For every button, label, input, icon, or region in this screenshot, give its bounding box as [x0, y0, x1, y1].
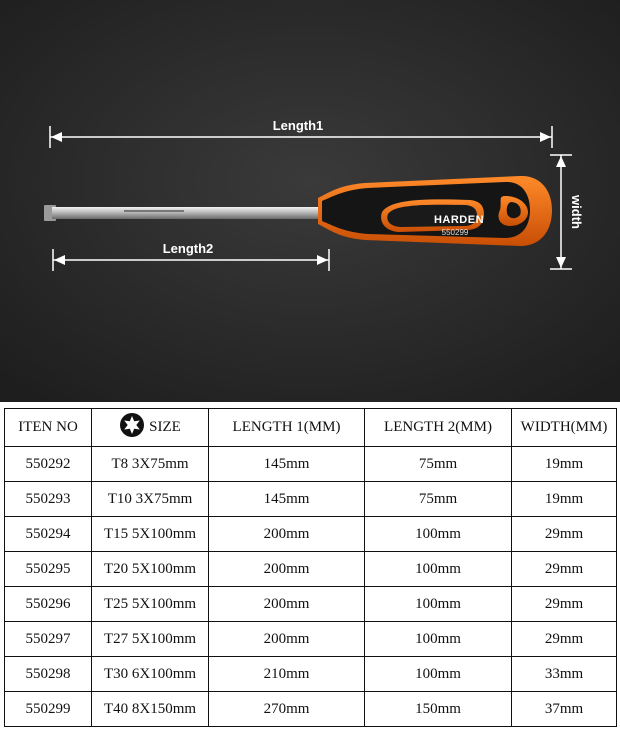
- table-row: [5, 552, 617, 587]
- table-row: [5, 517, 617, 552]
- header-item-no: ITEN NO: [5, 409, 92, 447]
- cell-length2: 100mm: [365, 622, 512, 657]
- cell-width: 29mm: [512, 622, 617, 657]
- handle-model-number: 550299: [441, 228, 469, 237]
- cell-item: 550299: [5, 692, 92, 727]
- cell-length2: 100mm: [365, 587, 512, 622]
- brand-logo: HARDEN: [433, 214, 485, 226]
- cell-item: 550297: [5, 622, 92, 657]
- cell-size: T20 5X100mm: [92, 552, 209, 587]
- screwdriver-shaft: [44, 205, 332, 221]
- width-label: width: [569, 195, 584, 229]
- cell-length1: 210mm: [209, 657, 365, 692]
- cell-width: 37mm: [512, 692, 617, 727]
- length1-label: Length1: [272, 118, 324, 133]
- header-length2: LENGTH 2(MM): [365, 409, 512, 447]
- cell-length2: 75mm: [365, 482, 512, 517]
- cell-size: T10 3X75mm: [92, 482, 209, 517]
- cell-size: T15 5X100mm: [92, 517, 209, 552]
- screwdriver-handle: [318, 176, 552, 246]
- cell-item: 550296: [5, 587, 92, 622]
- table-row: [5, 692, 617, 727]
- table-header-row: [5, 409, 617, 447]
- cell-length1: 200mm: [209, 517, 365, 552]
- cell-length1: 270mm: [209, 692, 365, 727]
- torx-star-icon: [119, 412, 145, 443]
- header-size: [92, 409, 209, 447]
- cell-length2: 150mm: [365, 692, 512, 727]
- header-length1: LENGTH 1(MM): [209, 409, 365, 447]
- cell-width: 29mm: [512, 517, 617, 552]
- cell-width: 33mm: [512, 657, 617, 692]
- table-row: [5, 447, 617, 482]
- cell-length1: 200mm: [209, 552, 365, 587]
- cell-length2: 100mm: [365, 552, 512, 587]
- cell-width: 19mm: [512, 482, 617, 517]
- length2-label: Length2: [162, 241, 214, 256]
- table-row: [5, 622, 617, 657]
- cell-item: 550298: [5, 657, 92, 692]
- cell-length2: 100mm: [365, 517, 512, 552]
- cell-length1: 200mm: [209, 622, 365, 657]
- cell-size: T40 8X150mm: [92, 692, 209, 727]
- cell-item: 550293: [5, 482, 92, 517]
- cell-size: T25 5X100mm: [92, 587, 209, 622]
- cell-width: 19mm: [512, 447, 617, 482]
- cell-width: 29mm: [512, 552, 617, 587]
- header-size-label: SIZE: [149, 419, 181, 435]
- spec-table: [4, 408, 617, 727]
- cell-size: T27 5X100mm: [92, 622, 209, 657]
- cell-size: T8 3X75mm: [92, 447, 209, 482]
- cell-length1: 145mm: [209, 482, 365, 517]
- cell-length2: 100mm: [365, 657, 512, 692]
- table-row: [5, 587, 617, 622]
- table-row: [5, 657, 617, 692]
- cell-item: 550295: [5, 552, 92, 587]
- cell-length2: 75mm: [365, 447, 512, 482]
- spec-table-section: [0, 402, 620, 731]
- cell-length1: 200mm: [209, 587, 365, 622]
- header-width: WIDTH(MM): [512, 409, 617, 447]
- cell-length1: 145mm: [209, 447, 365, 482]
- cell-size: T30 6X100mm: [92, 657, 209, 692]
- cell-width: 29mm: [512, 587, 617, 622]
- table-row: [5, 482, 617, 517]
- cell-item: 550292: [5, 447, 92, 482]
- cell-item: 550294: [5, 517, 92, 552]
